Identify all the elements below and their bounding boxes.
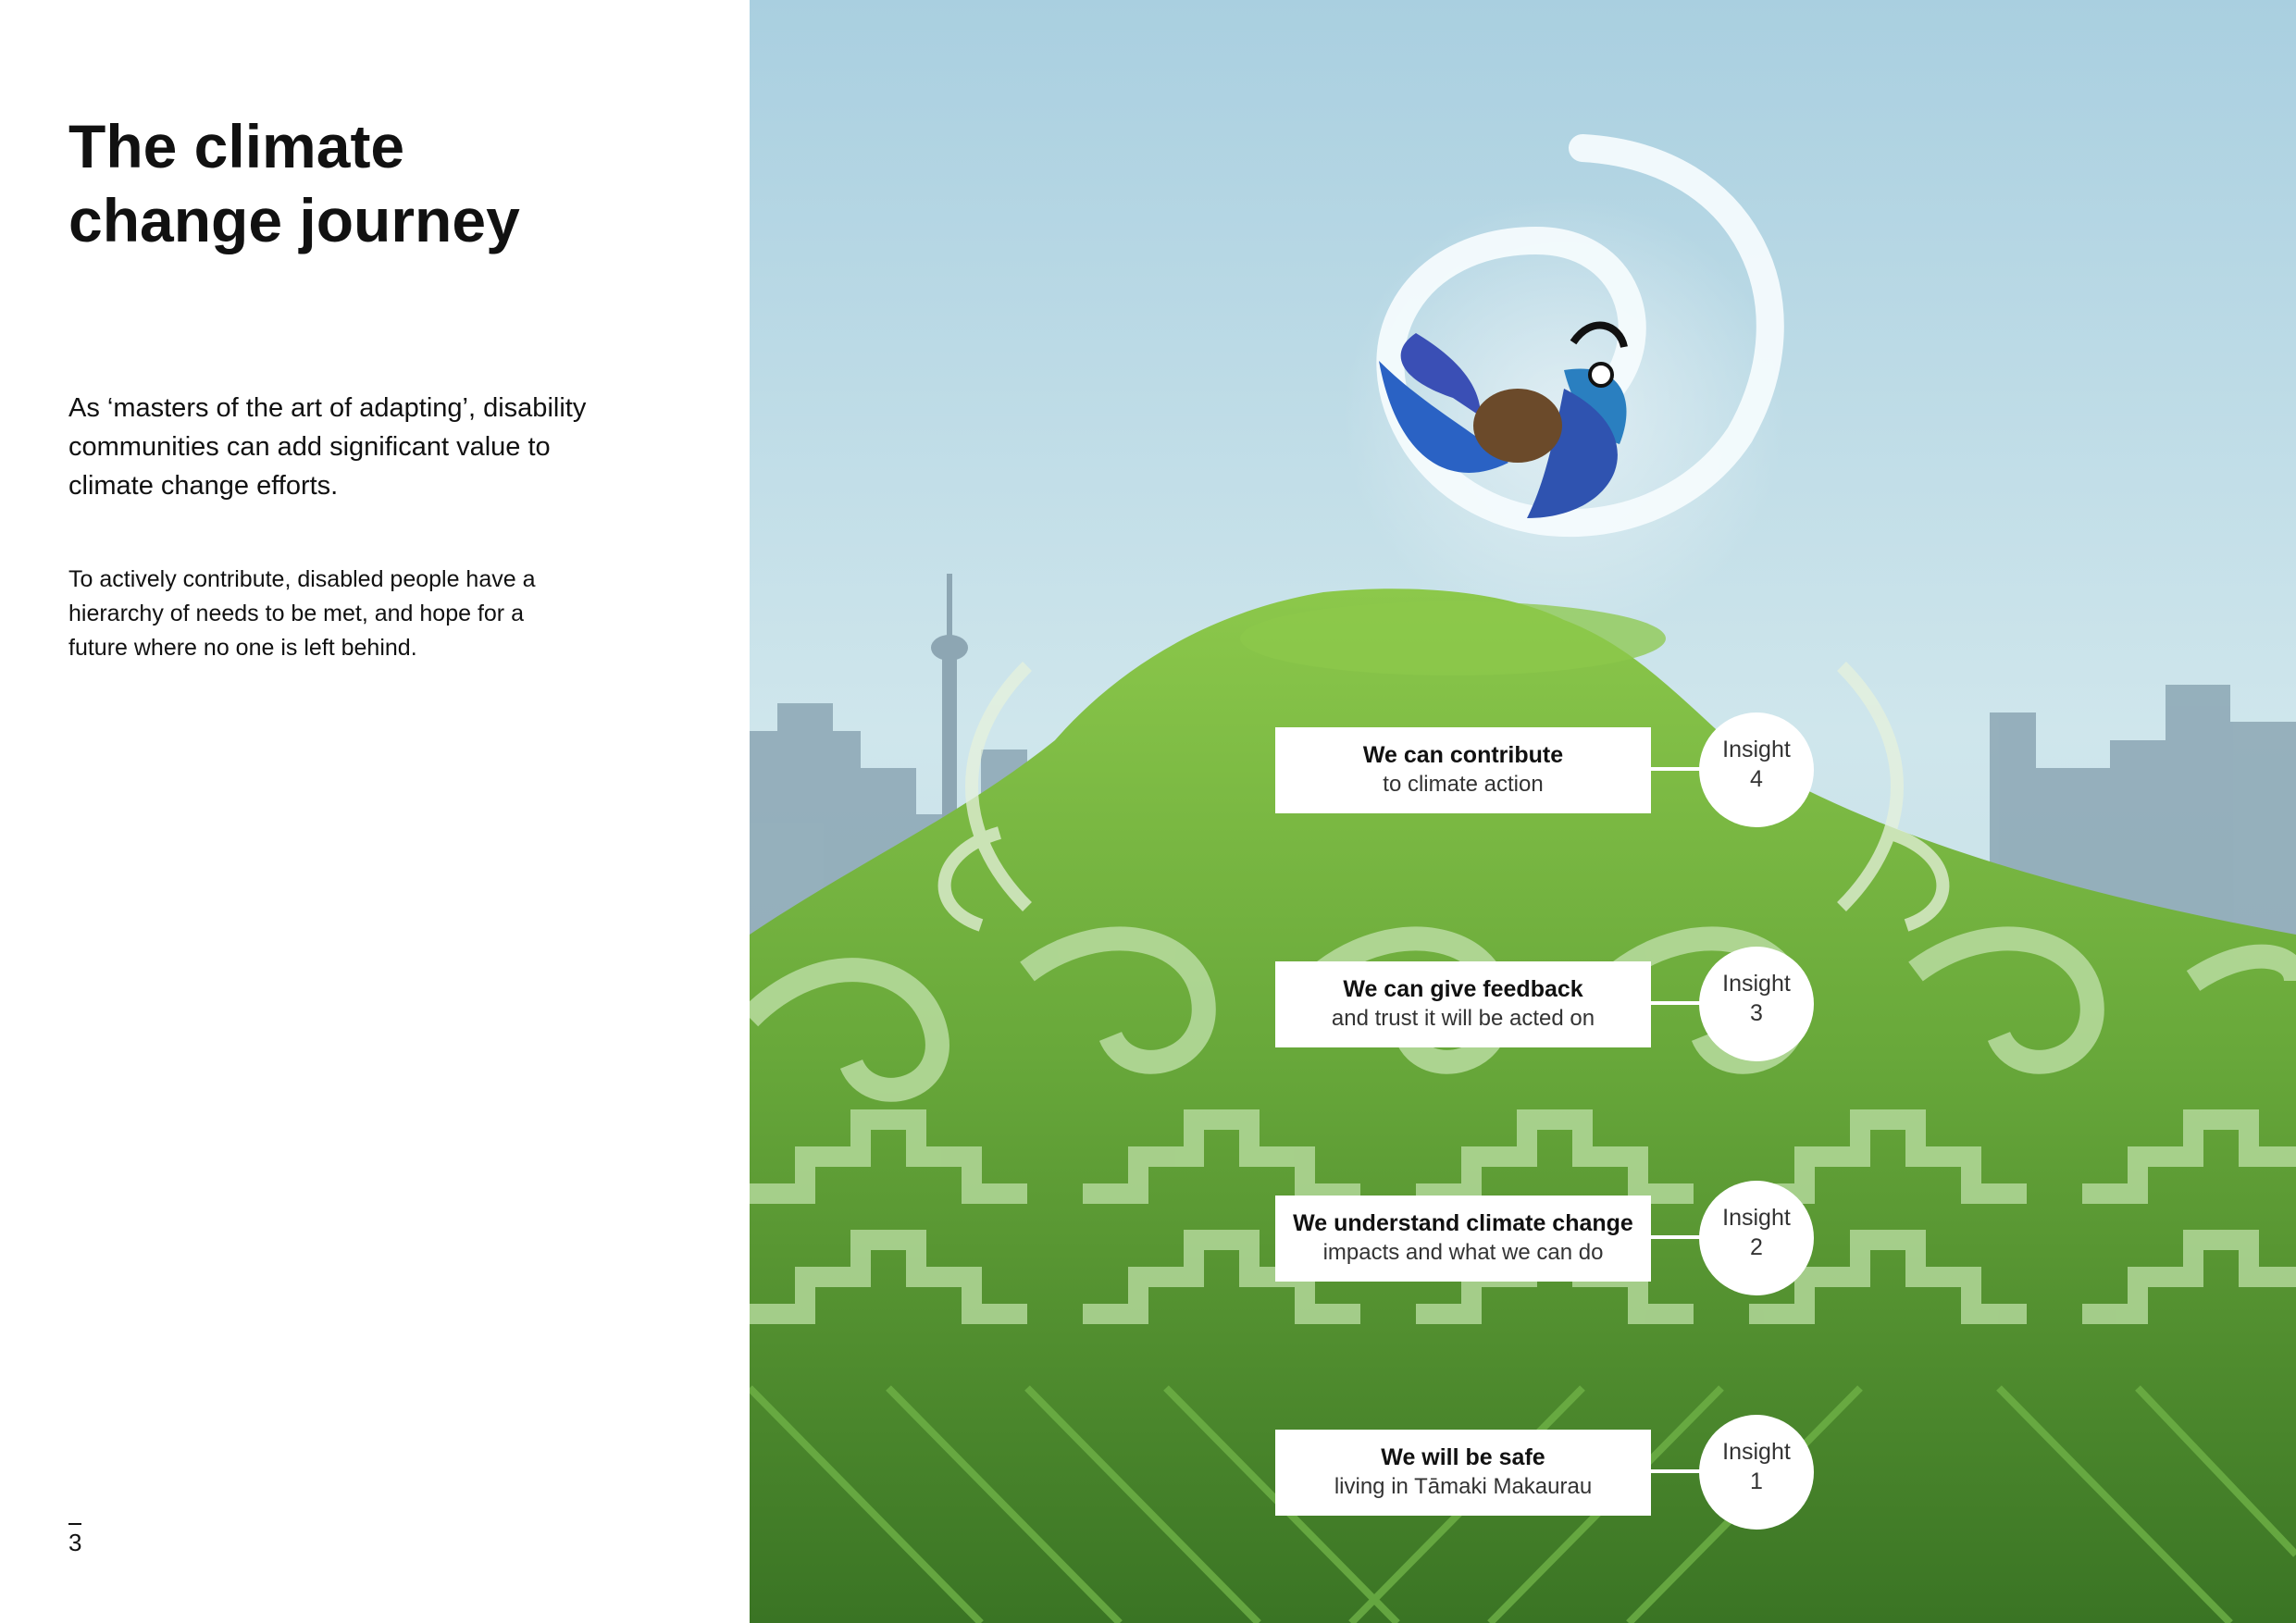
insight-3-number: 3 — [1750, 1000, 1763, 1026]
insight-4-number: 4 — [1750, 766, 1763, 792]
level-1-subtitle: living in Tāmaki Makaurau — [1334, 1474, 1593, 1499]
insight-3-label: Insight — [1722, 971, 1791, 997]
crater — [1240, 601, 1666, 675]
level-1-connector — [1649, 1469, 1701, 1473]
title-line-1: The climate — [68, 112, 405, 180]
insight-4-label: Insight — [1722, 737, 1791, 762]
journey-level-3 — [1275, 961, 1651, 1047]
title-line-2: change journey — [68, 186, 520, 254]
level-2-subtitle: impacts and what we can do — [1322, 1240, 1604, 1265]
journey-level-1 — [1275, 1430, 1651, 1516]
page-number: 3 — [68, 1529, 82, 1556]
page-number-dash — [68, 1523, 81, 1525]
insight-1-badge — [1699, 1415, 1814, 1530]
insight-1-number: 1 — [1750, 1468, 1763, 1494]
level-3-title: We can give feedback — [1343, 976, 1583, 1002]
journey-level-4 — [1275, 727, 1651, 813]
page-title — [68, 109, 716, 257]
body-paragraph: To actively contribute, disabled people have a hierarchy of needs to be met, and hope for a future where no one is left behind. — [68, 566, 536, 661]
text-panel — [0, 0, 750, 1623]
level-3-connector — [1649, 1001, 1701, 1005]
level-1-title: We will be safe — [1381, 1444, 1545, 1470]
insight-3-badge — [1699, 947, 1814, 1061]
level-2-title: We understand climate change — [1293, 1210, 1633, 1236]
insight-2-badge — [1699, 1181, 1814, 1295]
lead-paragraph: As ‘masters of the art of adapting’, disability communities can add significant value to climate change efforts. — [68, 393, 587, 501]
level-4-title: We can contribute — [1362, 742, 1564, 768]
insight-1-label: Insight — [1722, 1439, 1791, 1465]
level-4-subtitle: to climate action — [1383, 772, 1544, 797]
level-3-subtitle: and trust it will be acted on — [1331, 1006, 1595, 1031]
insight-2-number: 2 — [1750, 1234, 1763, 1260]
journey-level-2 — [1275, 1196, 1651, 1282]
insight-2-label: Insight — [1722, 1205, 1791, 1231]
insight-4-badge — [1699, 712, 1814, 827]
level-4-connector — [1649, 767, 1701, 771]
level-2-connector — [1649, 1235, 1701, 1239]
